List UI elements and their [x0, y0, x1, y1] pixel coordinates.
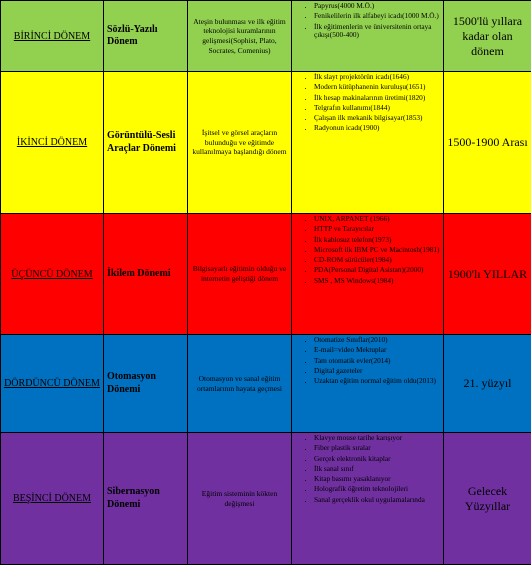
event-item: • İlk hesap makinalarının üretimi(1820)	[314, 94, 441, 103]
period-label: BEŞİNCİ DÖNEM	[13, 493, 91, 504]
period-cell	[1, 433, 104, 565]
events-cell	[292, 433, 444, 565]
event-item: • CD-ROM sürücüler(1984)	[314, 256, 441, 265]
era-period: 1500'lü yıllara kadar olan dönem	[444, 1, 531, 72]
events-cell	[292, 214, 444, 335]
period-label: İKİNCİ DÖNEM	[17, 137, 87, 148]
eras-table-body	[1, 1, 531, 565]
event-item: • Papyrus(4000 M.Ö.)	[314, 2, 441, 11]
event-item: • UNIX, ARPANET (1966)	[314, 215, 441, 224]
era-period: 1900'lı YILLAR	[444, 214, 531, 335]
events-list	[294, 336, 441, 386]
event-item: • Tam otomatik evler(2014)	[314, 357, 441, 366]
events-list	[294, 215, 441, 285]
events-list	[294, 2, 441, 40]
event-item: • İlk slayt projektörün icadı(1646)	[314, 73, 441, 82]
era-period: 1500-1900 Arası	[444, 72, 531, 214]
event-item: • Klavye mouse tarihe karışıyor	[314, 434, 441, 443]
event-item: • Modern kütüphanenin kuruluşu(1651)	[314, 83, 441, 92]
era-name: Sibernasyon Dönemi	[104, 433, 188, 565]
era-description: Otomasyon ve sanal eğitim ortamlarının hayata geçmesi	[188, 335, 292, 433]
event-item: • Otomatize Sınıflar(2010)	[314, 336, 441, 345]
era-row	[1, 433, 531, 565]
era-name: Otomasyon Dönemi	[104, 335, 188, 433]
event-item: • İlk eğitimenlerin ve üniversitenin ortaya çıkışı(500-400)	[314, 23, 441, 41]
event-item: • Uzaktan eğitim normal eğitim oldu(2013)	[314, 377, 441, 386]
era-description: İşitsel ve görsel araçların bulunduğu ve eğitimde kullanılmaya başlandığı dönem	[188, 72, 292, 214]
period-label: ÜÇÜNCÜ DÖNEM	[11, 269, 92, 280]
event-item: • E-mail=video Mektuplar	[314, 346, 441, 355]
events-list	[294, 73, 441, 133]
event-item: • Kitap basımı yasaklanıyor	[314, 475, 441, 484]
era-period: Gelecek Yüzyıllar	[444, 433, 531, 565]
event-item: • Çalışan ilk mekanik bilgisayar(1853)	[314, 114, 441, 123]
era-row	[1, 1, 531, 72]
event-item: • İlk sanal sınıf	[314, 465, 441, 474]
era-period: 21. yüzyıl	[444, 335, 531, 433]
era-name: İkilem Dönemi	[104, 214, 188, 335]
era-description: Bilgisayarlı eğitimin olduğu ve internetin geliştiği dönem	[188, 214, 292, 335]
event-item: • PDA(Personal Digital Asistan)(2000)	[314, 266, 441, 275]
era-name: Sözlü-Yazılı Dönem	[104, 1, 188, 72]
period-label: DÖRDÜNCÜ DÖNEM	[4, 378, 100, 389]
event-item: • Fiber plastik sıralar	[314, 444, 441, 453]
event-item: • Sanal gerçeklik okul uygulamalarında	[314, 496, 441, 505]
event-item: • HTTP ve Tarayıcılar	[314, 225, 441, 234]
period-cell	[1, 72, 104, 214]
era-row	[1, 214, 531, 335]
event-item: • İlk kablosuz telefon(1973)	[314, 236, 441, 245]
event-item: • Fenikelilerin ilk alfabeyi icadı(1000 M.Ö.)	[314, 12, 441, 21]
event-item: • Telgrafın kullanımı(1844)	[314, 104, 441, 113]
event-item: • Radyonun icadı(1900)	[314, 124, 441, 133]
era-name: Görüntülü-Sesli Araçlar Dönemi	[104, 72, 188, 214]
event-item: • SMS , MS Windows(1984)	[314, 277, 441, 286]
events-cell	[292, 72, 444, 214]
era-row	[1, 72, 531, 214]
event-item: • Digital gazeteler	[314, 367, 441, 376]
event-item: • Gerçek elektronik kitaplar	[314, 455, 441, 464]
era-row	[1, 335, 531, 433]
events-list	[294, 434, 441, 504]
period-label: BİRİNCİ DÖNEM	[14, 31, 90, 42]
event-item: • Holografik öğretim teknolojileri	[314, 485, 441, 494]
period-cell	[1, 1, 104, 72]
events-cell	[292, 1, 444, 72]
era-description: Ateşin bulunması ve ilk eğitim teknolojisi kuramlarının gelişmesi(Sophist, Plato, Socrates, Comenius)	[188, 1, 292, 72]
events-cell	[292, 335, 444, 433]
event-item: • Microsoft ilk IBM PC ve Macintosh(1981)	[314, 246, 441, 255]
period-cell	[1, 335, 104, 433]
period-cell	[1, 214, 104, 335]
era-description: Eğitim sisteminin kökten değişmesi	[188, 433, 292, 565]
